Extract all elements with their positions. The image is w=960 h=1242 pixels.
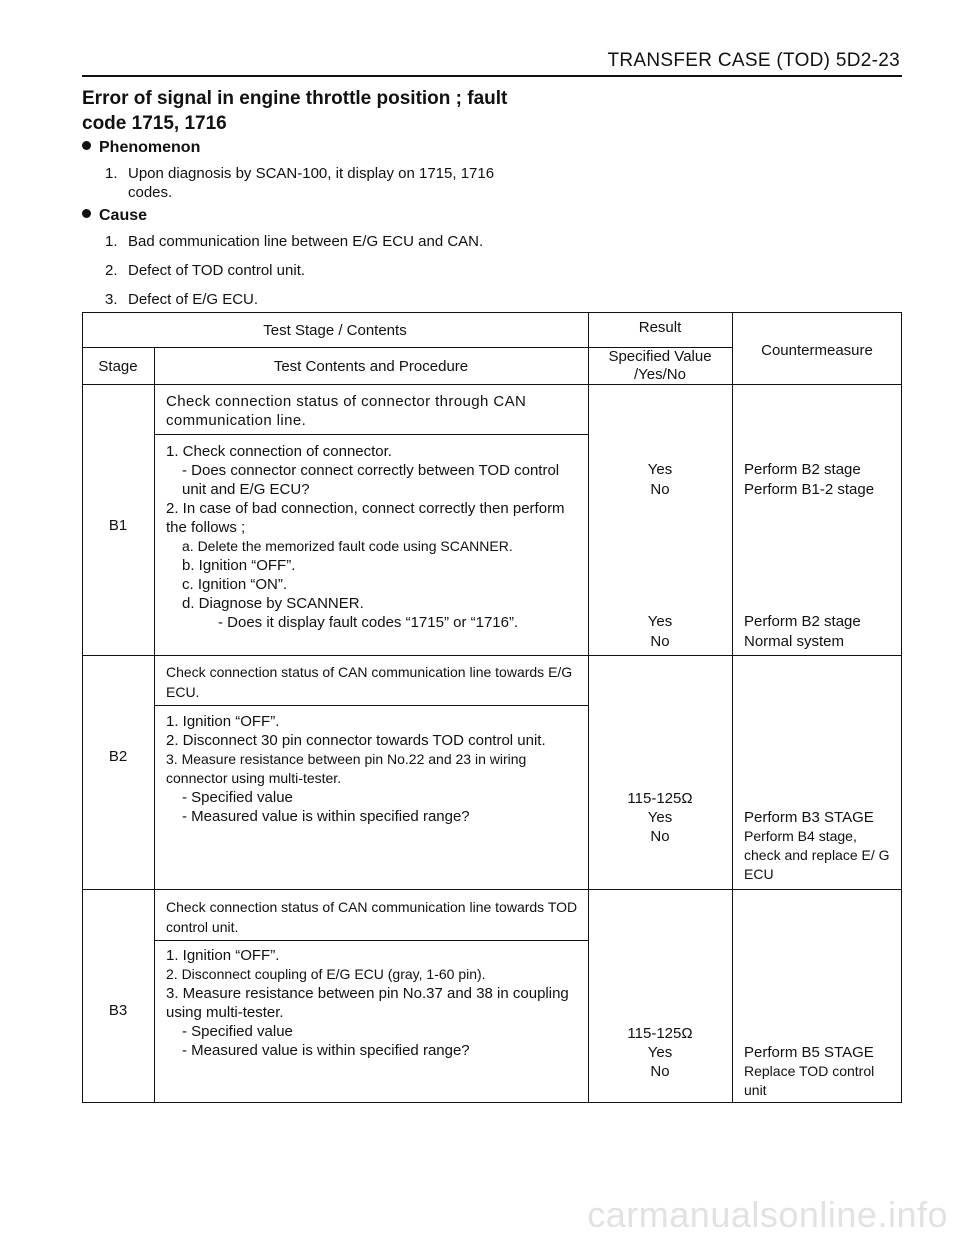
header-countermeasure: Countermeasure: [761, 342, 873, 359]
b1-result: Yes: [647, 613, 673, 630]
procedure-step: - Measured value is within specified range?: [182, 808, 470, 825]
b3-countermeasure: Perform B5 STAGE: [744, 1044, 874, 1061]
table-rule: [154, 347, 155, 1103]
phenomenon-heading: [82, 139, 200, 157]
procedure-step: 1. Ignition “OFF”.: [166, 947, 280, 964]
table-rule: [901, 312, 902, 1103]
b1-check-text: Check connection status of connector through CAN communication line.: [166, 393, 527, 429]
section-title: Error of signal in engine throttle position ; fault code 1715, 1716: [82, 88, 508, 134]
b2-result: No: [650, 828, 670, 845]
header-test-stage: Test Stage / Contents: [263, 322, 407, 339]
procedure-step: 3. Measure resistance between pin No.22 and 23 in wiring connector using multi-tester.: [166, 751, 527, 786]
procedure-step: 2. In case of bad connection, connect correctly then perform the follows ;: [166, 500, 565, 536]
phenomenon-list: [105, 164, 525, 208]
procedure-step: - Specified value: [182, 789, 293, 806]
list-item-number: 3.: [105, 291, 118, 308]
table-rule: [732, 312, 733, 1103]
b1-result: No: [650, 481, 670, 498]
list-item-text: Defect of E/G ECU.: [128, 291, 259, 308]
stage-b2: B2: [108, 748, 128, 765]
b2-result: 115-125Ω: [627, 790, 693, 807]
procedure-step: 2. Disconnect coupling of E/G ECU (gray, 1-60 pin).: [166, 966, 486, 982]
b2-countermeasure: Perform B3 STAGE: [744, 809, 874, 826]
list-item-text: Upon diagnosis by SCAN-100, it display on 1715, 1716 codes.: [128, 165, 495, 201]
list-item-text: Bad communication line between E/G ECU and CAN.: [128, 233, 484, 250]
b3-result: No: [650, 1063, 670, 1080]
table-rule: [588, 312, 589, 1103]
table-rule: [154, 434, 588, 435]
table-rule: [82, 312, 902, 313]
b2-result: Yes: [647, 809, 673, 826]
header-rule: [82, 75, 902, 77]
procedure-step: 1. Ignition “OFF”.: [166, 713, 280, 730]
stage-b3: B3: [108, 1002, 128, 1019]
procedure-step: - Specified value: [182, 1023, 293, 1040]
b1-result: Yes: [647, 461, 673, 478]
procedure-step: a. Delete the memorized fault code using SCANNER.: [182, 538, 513, 554]
phenomenon-label: Phenomenon: [99, 139, 201, 156]
watermark: carmanualsonline.info: [587, 1194, 948, 1235]
b1-countermeasure: Perform B1-2 stage: [744, 481, 875, 498]
cause-label: Cause: [99, 207, 148, 224]
b1-countermeasure: Perform B2 stage: [744, 613, 861, 630]
table-rule: [154, 940, 588, 941]
list-item: [105, 290, 565, 309]
b2-check-text: Check connection status of CAN communication line towards E/G ECU.: [166, 664, 573, 700]
procedure-step: - Does it display fault codes “1715” or “1716”.: [218, 614, 519, 631]
list-item-number: 2.: [105, 262, 118, 279]
bullet-dot-icon: [82, 141, 91, 150]
diagnosis-table: [82, 312, 902, 1104]
b2-countermeasure: Perform B4 stage, check and replace E/ G ECU: [744, 828, 890, 882]
b2-procedure: [166, 712, 584, 826]
header-stage: Stage: [98, 358, 138, 375]
list-item: [105, 261, 565, 280]
b3-result: 115-125Ω: [627, 1025, 693, 1042]
b1-procedure: [166, 442, 582, 632]
page-header-title: TRANSFER CASE (TOD) 5D2-23: [607, 50, 900, 71]
stage-b1: B1: [108, 517, 128, 534]
list-item-number: 1.: [105, 165, 118, 182]
procedure-step: 1. Check connection of connector.: [166, 443, 392, 460]
procedure-step: c. Ignition “ON”.: [182, 576, 288, 593]
table-rule: [82, 889, 902, 890]
procedure-step: d. Diagnose by SCANNER.: [182, 595, 364, 612]
list-item: [105, 164, 525, 202]
table-rule: [82, 312, 83, 1103]
list-item-text: Defect of TOD control unit.: [128, 262, 306, 279]
b1-countermeasure: Normal system: [744, 633, 845, 650]
cause-heading: [82, 207, 147, 225]
b1-result: No: [650, 633, 670, 650]
table-rule: [82, 655, 902, 656]
table-rule: [154, 705, 588, 706]
b3-procedure: [166, 946, 584, 1060]
list-item: [105, 232, 565, 251]
b3-result: Yes: [647, 1044, 673, 1061]
header-specified-value: Specified Value /Yes/No: [608, 348, 712, 383]
list-item-number: 1.: [105, 233, 118, 250]
bullet-dot-icon: [82, 209, 91, 218]
procedure-step: - Does connector connect correctly between TOD control unit and E/G ECU?: [182, 462, 560, 498]
procedure-step: b. Ignition “OFF”.: [182, 557, 296, 574]
header-procedure: Test Contents and Procedure: [273, 358, 469, 375]
b3-check-text: Check connection status of CAN communication line towards TOD control unit.: [166, 899, 578, 935]
header-result: Result: [638, 319, 682, 336]
table-rule: [82, 384, 902, 385]
procedure-step: 3. Measure resistance between pin No.37 and 38 in coupling using multi-tester.: [166, 985, 569, 1021]
procedure-step: 2. Disconnect 30 pin connector towards TOD control unit.: [166, 732, 546, 749]
b1-countermeasure: Perform B2 stage: [744, 461, 861, 478]
table-rule: [82, 1102, 902, 1103]
b3-countermeasure: Replace TOD control unit: [744, 1063, 875, 1098]
procedure-step: - Measured value is within specified range?: [182, 1042, 470, 1059]
cause-list: [105, 232, 565, 315]
